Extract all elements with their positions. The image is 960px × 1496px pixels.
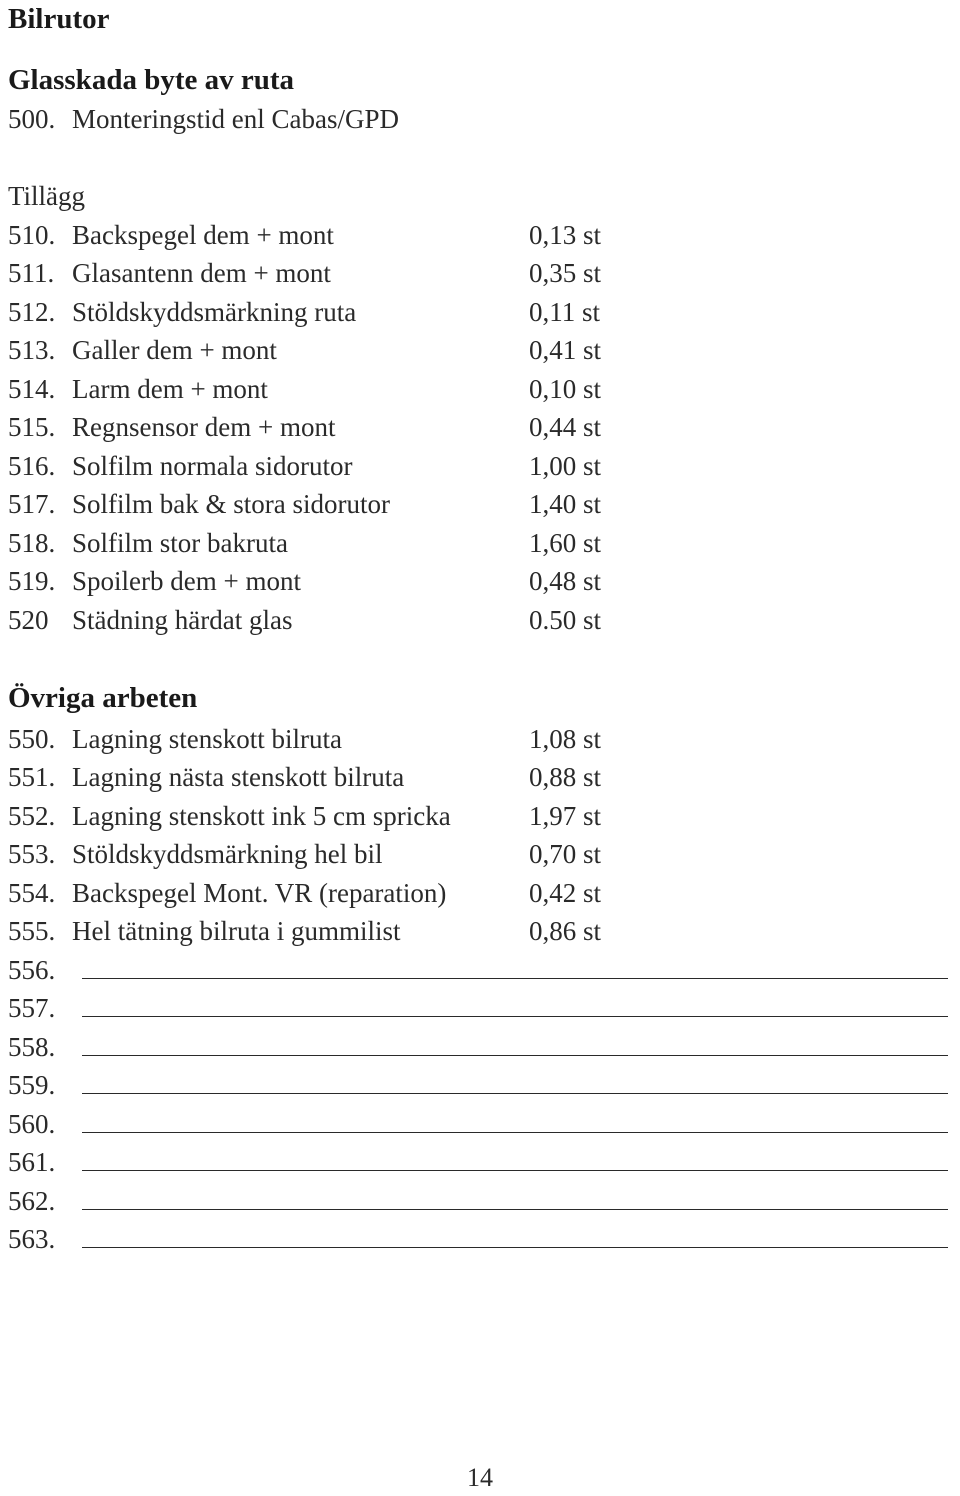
item-description: Regnsensor dem + mont (72, 412, 336, 442)
ovriga-row (8, 720, 948, 758)
ovriga-row (8, 758, 948, 796)
tillagg-heading: Tillägg (8, 181, 86, 211)
item-number: 552. (8, 801, 56, 831)
blank-row (8, 1105, 948, 1143)
item-description: Städning härdat glas (72, 605, 293, 635)
fill-in-line (82, 1093, 948, 1094)
item-description: Stöldskyddsmärkning ruta (72, 297, 357, 327)
item-description: Solfilm bak & stora sidorutor (72, 489, 390, 519)
item-description: Larm dem + mont (72, 374, 268, 404)
item-number: 553. (8, 839, 56, 869)
item-description: Lagning nästa stenskott bilruta (72, 762, 405, 792)
item-number: 520 (8, 605, 49, 635)
item-number: 561. (8, 1147, 56, 1177)
tillagg-row (8, 485, 948, 523)
item-description: Lagning stenskott ink 5 cm spricka (72, 801, 451, 831)
item-number: 558. (8, 1032, 56, 1062)
item-number: 560. (8, 1109, 56, 1139)
item-number: 500. (8, 104, 56, 134)
item-number: 562. (8, 1186, 56, 1216)
item-number: 551. (8, 762, 56, 792)
item-value: 1,97 st (529, 801, 602, 831)
item-number: 518. (8, 528, 56, 558)
item-value: 0,88 st (529, 762, 602, 792)
item-number: 554. (8, 878, 56, 908)
item-value: 0,44 st (529, 412, 602, 442)
ovriga-section-heading: Övriga arbeten (8, 682, 198, 714)
blank-row (8, 951, 948, 989)
tillagg-row (8, 524, 948, 562)
blank-row (8, 989, 948, 1027)
item-number: 563. (8, 1224, 56, 1254)
tillagg-row (8, 254, 948, 292)
item-value: 0.50 st (529, 605, 602, 635)
item-description: Backspegel Mont. VR (reparation) (72, 878, 447, 908)
blank-row (8, 1028, 948, 1066)
fill-in-line (82, 1247, 948, 1248)
item-number: 556. (8, 955, 56, 985)
fill-in-line (82, 1055, 948, 1056)
item-description: Galler dem + mont (72, 335, 277, 365)
blank-row (8, 1220, 948, 1258)
item-number: 511. (8, 258, 55, 288)
glass-section-heading: Glasskada byte av ruta (8, 64, 295, 96)
ovriga-row (8, 874, 948, 912)
item-number: 519. (8, 566, 56, 596)
ovriga-row (8, 797, 948, 835)
item-number: 514. (8, 374, 56, 404)
item-number: 517. (8, 489, 56, 519)
item-description: Spoilerb dem + mont (72, 566, 301, 596)
item-value: 1,60 st (529, 528, 602, 558)
item-value: 1,40 st (529, 489, 602, 519)
item-number: 512. (8, 297, 56, 327)
item-number: 513. (8, 335, 56, 365)
item-value: 0,35 st (529, 258, 602, 288)
item-number: 557. (8, 993, 56, 1023)
tillagg-row (8, 216, 948, 254)
item-value: 0,48 st (529, 566, 602, 596)
item-value: 0,42 st (529, 878, 602, 908)
item-value: 0,86 st (529, 916, 602, 946)
item-value: 0,41 st (529, 335, 602, 365)
item-description: Solfilm normala sidorutor (72, 451, 353, 481)
item-number: 510. (8, 220, 56, 250)
fill-in-line (82, 1016, 948, 1017)
tillagg-row (8, 562, 948, 600)
item-value: 1,08 st (529, 724, 602, 754)
blank-row (8, 1143, 948, 1181)
item-value: 1,00 st (529, 451, 602, 481)
item-value: 0,13 st (529, 220, 602, 250)
item-number: 515. (8, 412, 56, 442)
item-number: 559. (8, 1070, 56, 1100)
item-value: 0,11 st (529, 297, 601, 327)
item-number: 555. (8, 916, 56, 946)
tillagg-row (8, 370, 948, 408)
item-description: Backspegel dem + mont (72, 220, 334, 250)
tillagg-row (8, 447, 948, 485)
fill-in-line (82, 1170, 948, 1171)
item-description: Hel tätning bilruta i gummilist (72, 916, 401, 946)
fill-in-line (82, 1132, 948, 1133)
item-description: Monteringstid enl Cabas/GPD (72, 104, 399, 134)
ovriga-row (8, 912, 948, 950)
tillagg-row (8, 293, 948, 331)
item-description: Stöldskyddsmärkning hel bil (72, 839, 383, 869)
blank-row (8, 1182, 948, 1220)
page-number: 14 (467, 1463, 493, 1492)
item-description: Solfilm stor bakruta (72, 528, 288, 558)
tillagg-row (8, 408, 948, 446)
item-value: 0,10 st (529, 374, 602, 404)
item-description: Glasantenn dem + mont (72, 258, 331, 288)
fill-in-line (82, 1209, 948, 1210)
blank-row (8, 1066, 948, 1104)
item-description: Lagning stenskott bilruta (72, 724, 342, 754)
ovriga-row (8, 835, 948, 873)
item-value: 0,70 st (529, 839, 602, 869)
fill-in-line (82, 978, 948, 979)
tillagg-row (8, 331, 948, 369)
page-title: Bilrutor (8, 3, 110, 35)
tillagg-row (8, 601, 948, 639)
item-number: 516. (8, 451, 56, 481)
intro-row (8, 100, 948, 138)
item-number: 550. (8, 724, 56, 754)
